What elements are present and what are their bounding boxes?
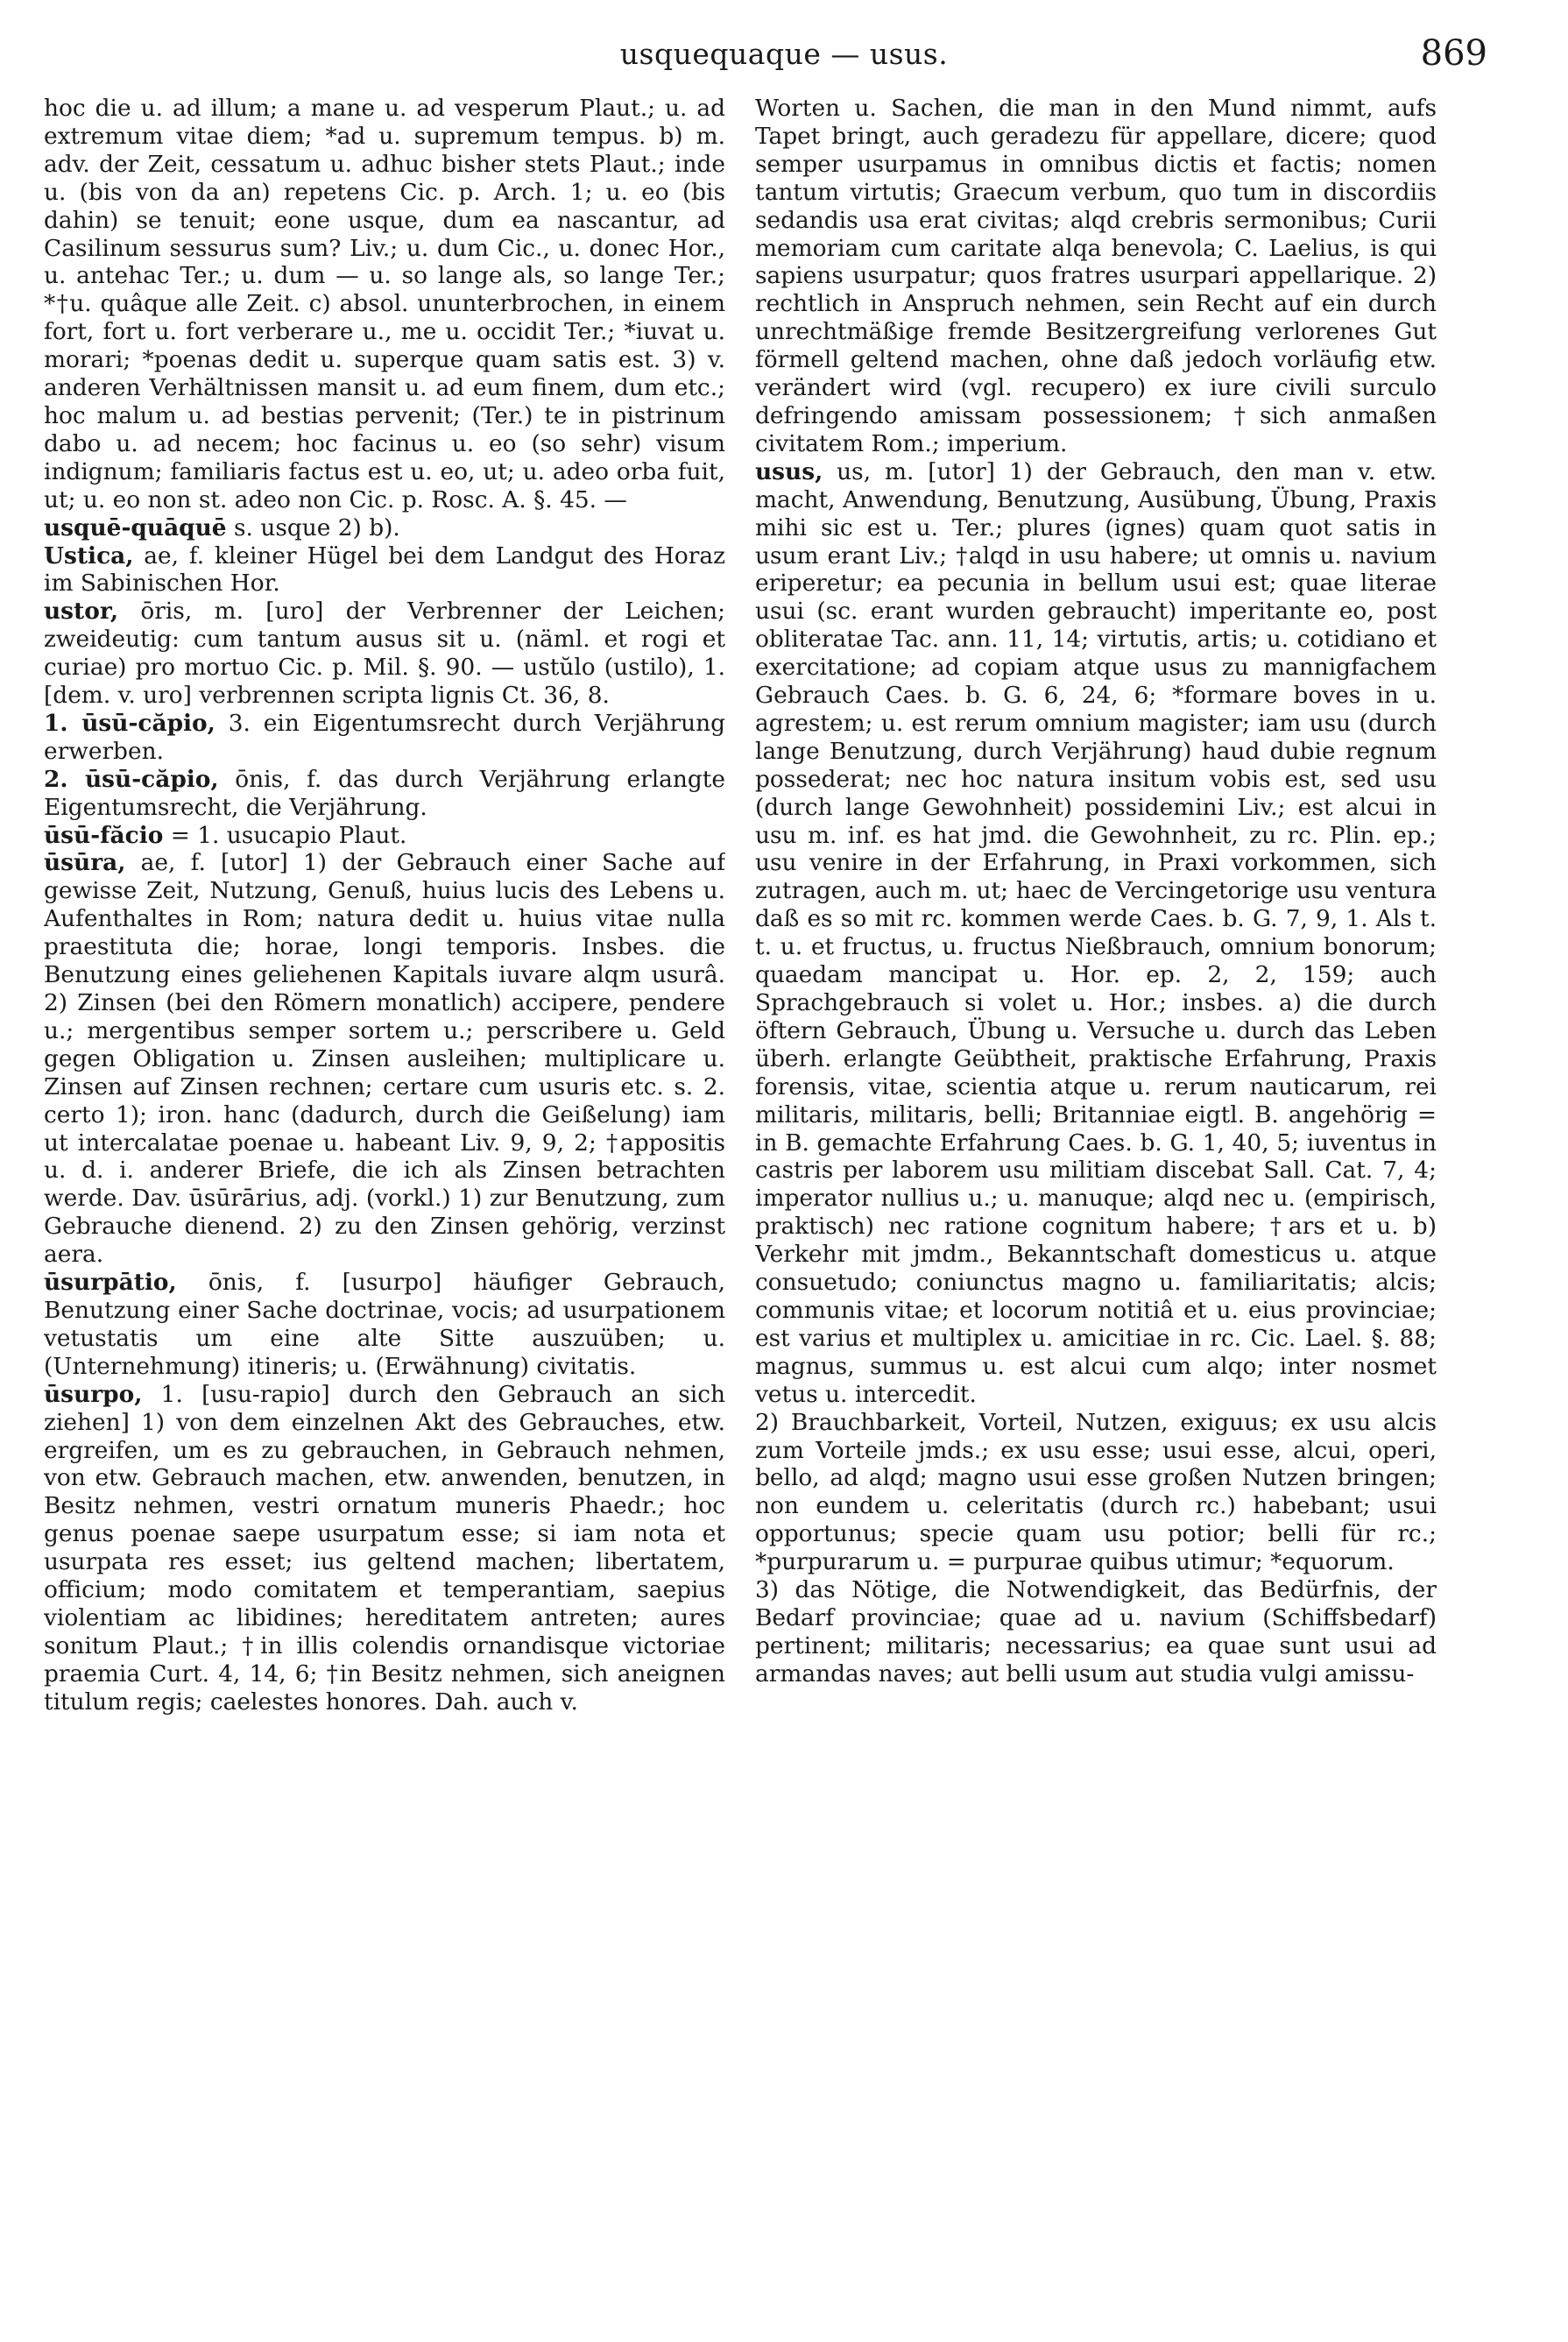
entry-text: ae, f. kleiner Hügel bei dem Landgut des Horaz im Sabinischen Hor. <box>44 541 725 598</box>
entry-usucapio-noun <box>44 766 725 822</box>
entry-continuation <box>755 95 1437 458</box>
headword: ūsū-făcio <box>44 821 164 849</box>
headword: 1. ūsū-căpio, <box>44 709 215 737</box>
entry-ustor <box>44 598 725 710</box>
entry-text: ōris, m. [uro] der Verbrenner der Leichen; zweideutig: cum tantum ausus sit u. (näml. et rogi et curiae) pro mortuo Cic. p. Mil. §. 90. — ustŭlo (ustilo), 1. [dem. v. uro] verbrennen scripta lignis Ct. 36, 8. <box>44 598 725 710</box>
entry-text: ōnis, f. [usurpo] häufiger Gebrauch, Benutzung einer Sache doctrinae, vocis; ad usurpationem vetustatis um eine alte Sitte auszuüben; u. (Unternehmung) itineris; u. (Erwähnung) civitatis. <box>44 1269 725 1380</box>
running-head <box>0 33 1568 77</box>
entry-continuation <box>44 95 725 514</box>
entry-usus-sense-3 <box>755 1576 1437 1688</box>
entry-usucapio-verb <box>44 710 725 766</box>
page-number: 869 <box>1420 33 1487 74</box>
entry-text: 3) das Nötige, die Notwendigkeit, das Bedürfnis, der Bedarf provinciae; quae ad u. navium (Schiffsbedarf) pertinent; militaris; necessarius; ea quae sunt usui ad armandas naves; aut belli usum aut studia vulgi amissu- <box>755 1576 1437 1688</box>
entry-text: hoc die u. ad illum; a mane u. ad vesperum Plaut.; u. ad extremum vitae diem; *ad u. supremum tempus. b) m. adv. der Zeit, cessatum u. adhuc bisher stets Plaut.; inde u. (bis von da an) repetens Cic. p. Arch. 1; u. eo (bis dahin) se tenuit; eone usque, dum ea nascantur, ad Casilinum sessurus sum? Liv.; u. dum Cic., u. donec Hor., u. antehac Ter.; u. dum — u. so lange als, so lange Ter.; *†u. quâque alle Zeit. c) absol. ununterbrochen, in einem fort, fort u. fort verberare u., me u. occidit Ter.; *iuvat u. morari; *poenas dedit u. superque quam satis est. 3) v. anderen Verhältnissen mansit u. ad eum finem, dum etc.; hoc malum u. ad bestias pervenit; (Ter.) te in pistrinum dabo u. ad necem; hoc facinus u. eo (so sehr) visum indignum; familiaris factus est u. eo, ut; u. adeo orba fuit, ut; u. eo non st. adeo non Cic. p. Rosc. A. §. 45. — <box>44 95 725 513</box>
headword: usquē-quāquē <box>44 513 227 541</box>
entry-text: 1. [usu-rapio] durch den Gebrauch an sich ziehen] 1) von dem einzelnen Akt des Gebrauches, etw. ergreifen, um es zu gebrauchen, in Gebrauch nehmen, von etw. Gebrauch machen, etw. anwenden, benutzen, in Besitz nehmen, vestri ornatum muneris Phaedr.; hoc genus poenae saepe usurpatum esse; si iam nota et usurpata res esset; ius geltend machen; libertatem, officium; modo comitatem et temperantiam, saepius violentiam ac libidines; hereditatem antreten; aures sonitum Plaut.; †in illis colendis ornandisque victoriae praemia Curt. 4, 14, 6; †in Besitz nehmen, sich aneignen titulum regis; caelestes honores. Dah. auch v. <box>44 1380 725 1716</box>
headword: ūsurpo, <box>44 1380 143 1408</box>
page-title: usquequaque — usus. <box>619 37 949 71</box>
headword: ūsūra, <box>44 849 126 877</box>
entry-usus-sense-2 <box>755 1409 1437 1576</box>
left-column <box>44 95 725 2320</box>
headword: 2. ūsū-căpio, <box>44 765 219 793</box>
entry-text: Worten u. Sachen, die man in den Mund nimmt, aufs Tapet bringt, auch geradezu für appellare, dicere; quod semper usurpamus in omnibus dictis et factis; nomen tantum virtutis; Graecum verbum, quo tum in discordiis sedandis usa erat civitas; alqd crebris sermonibus; Curii memoriam cum caritate alqa benevola; C. Laelius, is qui sapiens usurpatur; quos fratres usurpari appellarique. 2) rechtlich in Anspruch nehmen, sein Recht auf ein durch unrechtmäßige fremde Besitzergreifung verlorenes Gut förmell geltend machen, ohne daß jedoch vorläufig etw. verändert wird (vgl. recupero) ex iure civili surculo defringendo amissam possessionem; †sich anmaßen civitatem Rom.; imperium. <box>755 95 1437 457</box>
entry-text: ae, f. [utor] 1) der Gebrauch einer Sache auf gewisse Zeit, Nutzung, Genuß, huius lucis des Lebens u. Aufenthaltes in Rom; natura dedit u. huius vitae nulla praestituta die; horae, longi temporis. Insbes. die Benutzung eines geliehenen Kapitals iuvare alqm usurâ. 2) Zinsen (bei den Römern monatlich) accipere, pendere u.; mergentibus semper sortem u.; perscribere u. Geld gegen Obligation u. Zinsen ausleihen; multiplicare u. Zinsen auf Zinsen rechnen; certare cum usuris etc. s. 2. certo 1); iron. hanc (dadurch, durch die Geißelung) iam ut intercalatae poenae u. habeant Liv. 9, 9, 2; †appositis u. d. i. anderer Briefe, die ich als Zinsen betrachten werde. Dav. ūsūrārius, adj. (vorkl.) 1) zur Benutzung, zum Gebrauche dienend. 2) zu den Zinsen gehörig, verzinst aera. <box>44 849 725 1269</box>
headword: Ustica, <box>44 541 134 570</box>
entry-text: us, m. [utor] 1) der Gebrauch, den man v. etw. macht, Anwendung, Benutzung, Ausübung, Übung, Praxis mihi sic est u. Ter.; plures (ignes) quam quot satis in usum erant Liv.; †alqd in usu habere; ut omnis u. navium eriperetur; ea pecunia in bellum usui est; quae literae usui (sc. erant wurden gebraucht) imperitante eo, post obliteratae Tac. ann. 11, 14; virtutis, artis; u. cotidiano et exercitatione; ad copiam atque usus zu mannigfachem Gebrauch Caes. b. G. 6, 24, 6; *formare boves in u. agrestem; u. est rerum omnium magister; iam usu (durch lange Benutzung, durch Verjährung) haud dubie regnum possederat; nec hoc natura insitum vobis est, sed usu (durch lange Gewohnheit) possidemini Liv.; est alcui in usu m. inf. es hat jmd. die Gewohnheit, zu rc. Plin. ep.; usu venire in der Erfahrung, in Praxi vorkommen, sich zutragen, auch m. ut; haec de Vercingetorige usu ventura daß es so mit rc. kommen werde Caes. b. G. 7, 9, 1. Als t. t. u. et fructus, u. fructus Nießbrauch, omnium bonorum; quaedam mancipat u. Hor. ep. 2, 2, 159; auch Sprachgebrauch si volet u. Hor.; insbes. a) die durch öftern Gebrauch, Übung u. Versuche u. durch das Leben überh. erlangte Geübtheit, praktische Erfahrung, Praxis forensis, vitae, scientia atque u. rerum nauticarum, rei militaris, militaris, belli; Britanniae eigtl. B. angehörig = in B. gemachte Erfahrung Caes. b. G. 1, 40, 5; iuventus in castris per laborem usu militiam discebat Sall. Cat. 7, 4; imperator nullius u.; u. manuque; alqd nec u. (empirisch, praktisch) nec ratione cognitum habere; †ars et u. b) Verkehr mit jmdm., Bekanntschaft domesticus u. atque consuetudo; coniunctus magno u. familiaritatis; alcis; communis vitae; et locorum notitiâ et u. eius provinciae; est varius et multiplex u. amicitiae in rc. Cic. Lael. §. 88; magnus, summus u. est alcui cum alqo; inter nosmet vetus u. intercedit. <box>755 457 1437 1408</box>
entry-usus <box>755 458 1437 1409</box>
entry-text: 3. ein Eigentumsrecht durch Verjährung erwerben. <box>44 709 725 765</box>
entry-text: = 1. usucapio Plaut. <box>170 821 407 849</box>
entry-ustica <box>44 542 725 598</box>
entry-text: s. usque 2) b). <box>234 513 400 541</box>
right-column <box>755 95 1437 2320</box>
headword: ūsurpātio, <box>44 1269 177 1297</box>
entry-usquequaque <box>44 514 725 542</box>
entry-usurpo <box>44 1381 725 1716</box>
entry-text: 2) Brauchbarkeit, Vorteil, Nutzen, exiguus; ex usu alcis zum Vorteile jmds.; ex usu esse; usui esse, alcui, operi, bello, ad alqd; magno usui esse großen Nutzen bringen; non eundem u. celeritatis (durch rc.) habebant; usui opportunus; specie quam usu potior; belli für rc.; *purpurarum u. = purpurae quibus utimur; *equorum. <box>755 1408 1437 1576</box>
entry-usura <box>44 849 725 1269</box>
entry-usurpatio <box>44 1269 725 1381</box>
headword: ustor, <box>44 598 119 626</box>
entry-text: ōnis, f. das durch Verjährung erlangte Eigentumsrecht, die Verjährung. <box>44 765 725 821</box>
headword: usus, <box>755 457 823 485</box>
entry-usufacio <box>44 822 725 850</box>
